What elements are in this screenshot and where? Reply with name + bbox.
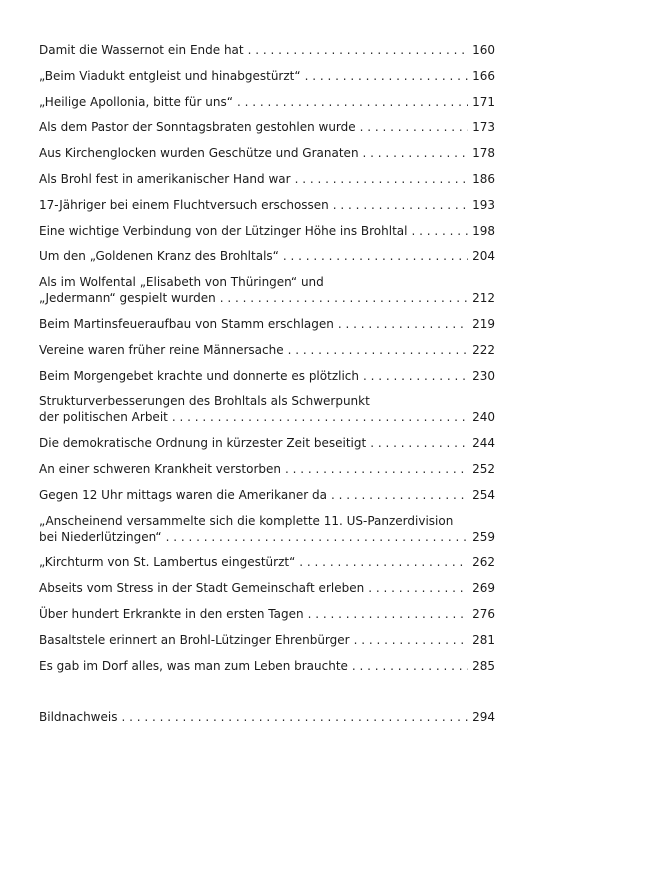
toc-entry-line (39, 316, 495, 332)
toc-entry-title: Gegen 12 Uhr mittags waren die Amerikaner da (39, 487, 327, 502)
toc-entry (39, 709, 495, 725)
toc-entry (39, 94, 495, 110)
toc-entry-line (39, 94, 495, 110)
toc-entry (39, 197, 495, 213)
section-spacer (39, 683, 495, 709)
toc-entry (39, 274, 495, 306)
toc-entry-line (39, 409, 495, 425)
dot-leader (295, 171, 468, 187)
toc-entry (39, 368, 495, 384)
toc-entry-line (39, 197, 495, 213)
dot-leader (166, 529, 468, 545)
toc-entry-title: Beim Martinsfeueraufbau von Stamm erschlagen (39, 316, 334, 331)
toc-entry-title: Beim Morgengebet krachte und donnerte es plötzlich (39, 368, 359, 383)
dot-leader (248, 42, 468, 58)
toc-entry-title: Aus Kirchenglocken wurden Geschütze und Granaten (39, 146, 359, 161)
toc-entry (39, 68, 495, 84)
table-of-contents (39, 42, 495, 735)
toc-page-number: 269 (472, 581, 495, 596)
dot-leader (305, 68, 468, 84)
toc-entry (39, 42, 495, 58)
toc-page-number: 222 (472, 342, 495, 357)
dot-leader (220, 290, 468, 306)
dot-leader (363, 368, 468, 384)
toc-entry (39, 632, 495, 648)
dot-leader (338, 316, 468, 332)
toc-page-number: 186 (472, 171, 495, 186)
toc-entry (39, 435, 495, 451)
dot-leader (285, 461, 468, 477)
toc-entry-title: Eine wichtige Verbindung von der Lützinger Höhe ins Brohltal (39, 223, 408, 238)
dot-leader (363, 145, 468, 161)
toc-entry-title: Als im Wolfental „Elisabeth von Thüringen“ und (39, 275, 324, 290)
dot-leader (360, 119, 468, 135)
toc-entry (39, 171, 495, 187)
toc-entry (39, 248, 495, 264)
toc-entry-line (39, 554, 495, 570)
dot-leader (370, 435, 468, 451)
toc-entry (39, 119, 495, 135)
toc-page-number: 178 (472, 146, 495, 161)
toc-page-number: 276 (472, 606, 495, 621)
toc-entry (39, 393, 495, 425)
toc-page-number: 230 (472, 368, 495, 383)
toc-entry (39, 487, 495, 503)
toc-page-number: 204 (472, 249, 495, 264)
toc-entry (39, 554, 495, 570)
toc-entry-title: Strukturverbesserungen des Brohltals als Schwerpunkt (39, 394, 370, 409)
toc-entry (39, 513, 495, 545)
toc-page-number: 198 (472, 223, 495, 238)
dot-leader (121, 709, 468, 725)
toc-entry-line (39, 606, 495, 622)
toc-entry-line (39, 580, 495, 596)
toc-entry (39, 223, 495, 239)
toc-entry (39, 461, 495, 477)
toc-page-number: 193 (472, 197, 495, 212)
toc-entry-title: Um den „Goldenen Kranz des Brohltals“ (39, 249, 279, 264)
toc-entry-title: Vereine waren früher reine Männersache (39, 342, 284, 357)
toc-entry-title: „Beim Viadukt entgleist und hinabgestürzt“ (39, 68, 301, 83)
toc-entry-line (39, 529, 495, 545)
dot-leader (411, 223, 468, 239)
toc-entry-line (39, 171, 495, 187)
toc-entry-title: Abseits vom Stress in der Stadt Gemeinschaft erleben (39, 581, 365, 596)
toc-page-number: 262 (472, 555, 495, 570)
toc-entry-title: Als Brohl fest in amerikanischer Hand war (39, 171, 291, 186)
toc-page-number: 160 (472, 43, 495, 57)
toc-entry-line (39, 513, 495, 529)
toc-entry-title: Es gab im Dorf alles, was man zum Leben brauchte (39, 658, 348, 673)
toc-entry-title: Als dem Pastor der Sonntagsbraten gestohlen wurde (39, 120, 356, 135)
toc-page-number: 212 (472, 291, 495, 306)
toc-page-number: 294 (472, 710, 495, 725)
dot-leader (368, 580, 468, 596)
toc-entry (39, 606, 495, 622)
toc-entry-title: „Anscheinend versammelte sich die komplette 11. US-Panzerdivision (39, 513, 454, 528)
toc-entry-line (39, 461, 495, 477)
toc-page-number: 259 (472, 529, 495, 544)
toc-entry-title: Basaltstele erinnert an Brohl-Lützinger Ehrenbürger (39, 632, 350, 647)
toc-entry-title: Damit die Wassernot ein Ende hat (39, 43, 244, 57)
dot-leader (172, 409, 468, 425)
toc-entry-title: Bildnachweis (39, 710, 118, 725)
dot-leader (354, 632, 468, 648)
toc-entry-line (39, 368, 495, 384)
dot-leader (308, 606, 468, 622)
toc-entry-line (39, 658, 495, 674)
toc-entry-title: bei Niederlützingen“ (39, 529, 162, 544)
toc-entry-line (39, 632, 495, 648)
toc-entry-title: 17-Jähriger bei einem Fluchtversuch erschossen (39, 197, 329, 212)
toc-entry-line (39, 342, 495, 358)
dot-leader (237, 94, 468, 110)
toc-page-number: 254 (472, 487, 495, 502)
toc-page-number: 252 (472, 461, 495, 476)
toc-entry-line (39, 487, 495, 503)
dot-leader (283, 248, 468, 264)
toc-entry (39, 580, 495, 596)
toc-page-number: 219 (472, 316, 495, 331)
dot-leader (331, 487, 468, 503)
toc-page-number: 281 (472, 632, 495, 647)
toc-entry-title: Über hundert Erkrankte in den ersten Tagen (39, 606, 304, 621)
toc-entry-line (39, 248, 495, 264)
toc-page-number: 285 (472, 658, 495, 673)
toc-page-number: 240 (472, 410, 495, 425)
toc-entry-line (39, 393, 495, 409)
toc-entry-line (39, 68, 495, 84)
dot-leader (333, 197, 468, 213)
toc-entry-line (39, 290, 495, 306)
toc-entry (39, 658, 495, 674)
dot-leader (288, 342, 468, 358)
dot-leader (299, 554, 468, 570)
dot-leader (352, 658, 468, 674)
toc-entry-title: „Kirchturm von St. Lambertus eingestürzt“ (39, 555, 296, 570)
toc-page-number: 244 (472, 436, 495, 451)
toc-entry-line (39, 223, 495, 239)
toc-page-number: 171 (472, 94, 495, 109)
toc-entry-title: der politischen Arbeit (39, 410, 168, 425)
toc-entry-line (39, 274, 495, 290)
toc-entry-line (39, 42, 495, 58)
toc-entry (39, 145, 495, 161)
toc-page-number: 166 (472, 68, 495, 83)
toc-entry-title: „Jedermann“ gespielt wurden (39, 291, 216, 306)
toc-page-number: 173 (472, 120, 495, 135)
toc-entry-title: Die demokratische Ordnung in kürzester Zeit beseitigt (39, 436, 367, 451)
toc-entry-title: „Heilige Apollonia, bitte für uns“ (39, 94, 233, 109)
toc-entry-line (39, 709, 495, 725)
toc-entry-line (39, 145, 495, 161)
toc-entry-line (39, 119, 495, 135)
toc-entry-title: An einer schweren Krankheit verstorben (39, 461, 282, 476)
toc-entry-line (39, 435, 495, 451)
toc-entry (39, 316, 495, 332)
toc-entry (39, 342, 495, 358)
